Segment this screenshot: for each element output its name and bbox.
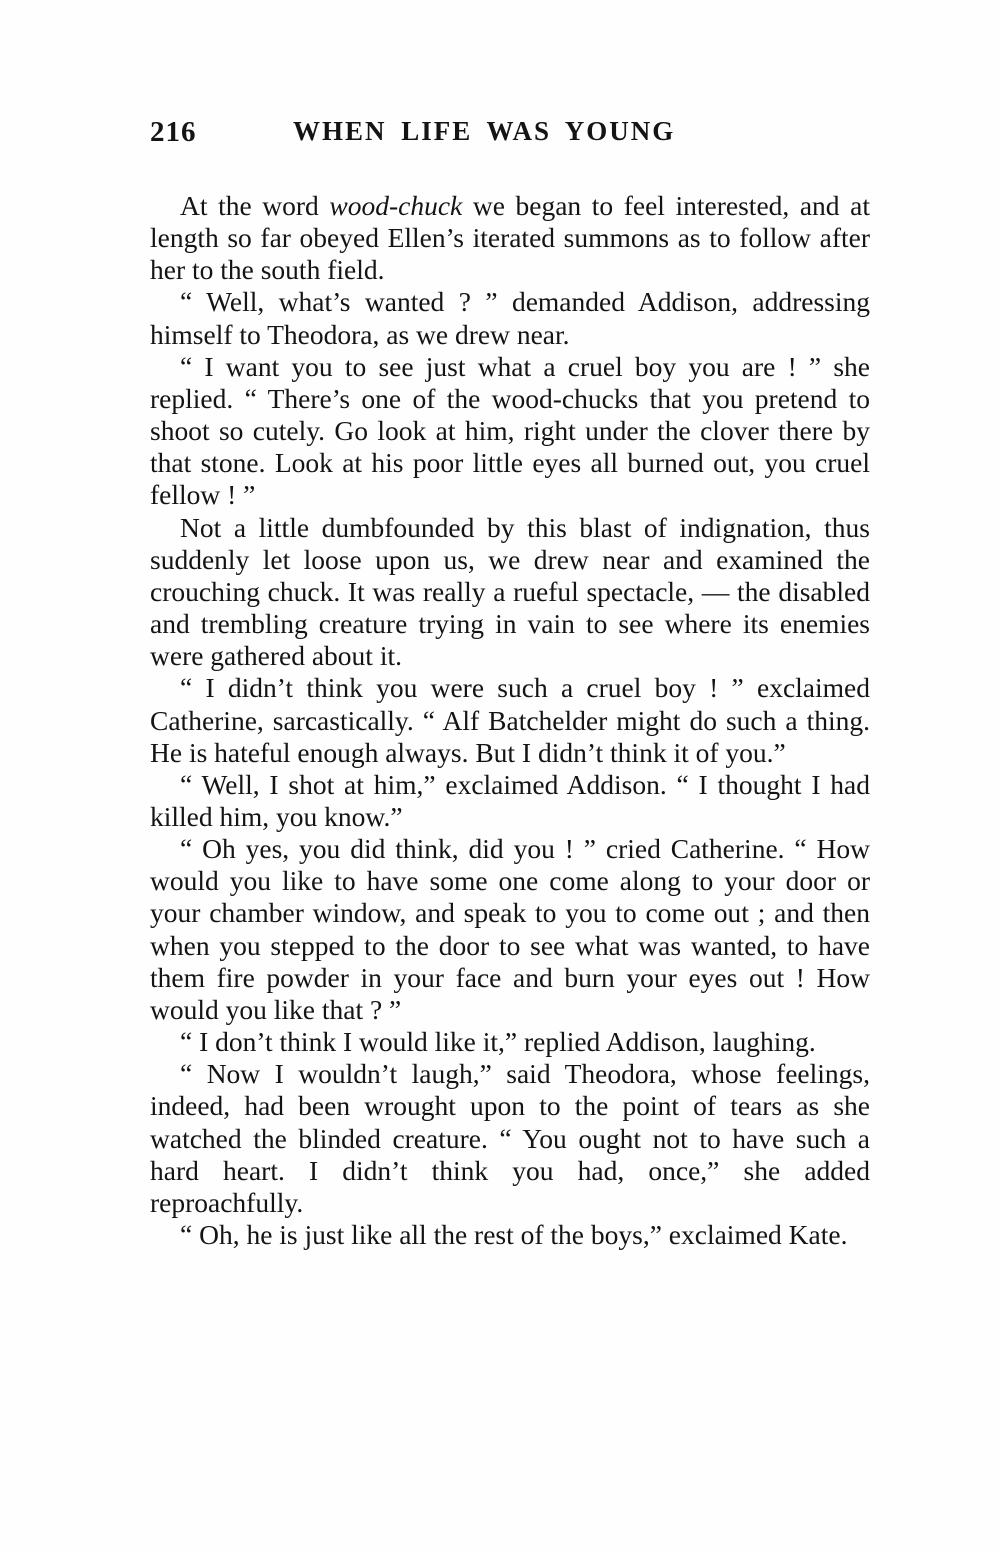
body-text bbox=[150, 190, 870, 1251]
paragraph: Not a little dumbfounded by this blast of indignation, thus suddenly let loose upon us, we drew near and examined the crouching chuck. It was really a rueful spectacle, — the disabled and trembling creature trying in vain to see where its enemies were gathered about it. bbox=[150, 511, 870, 672]
paragraph-text: we began to feel interested, and at length so far obeyed Ellen’s iterated summons as to follow after her to the south field. bbox=[150, 190, 870, 286]
paragraph: “ I don’t think I would like it,” replied Addison, laughing. bbox=[180, 1026, 816, 1058]
paragraph-text: At the word bbox=[180, 190, 330, 221]
paragraph: “ Now I wouldn’t laugh,” said Theodora, whose feelings, indeed, had been wrought upon to the point of tears as she watched the blinded creature. “ You ought not to have such a hard heart. I didn’t think you had, once,” she added reproachfully. bbox=[150, 1058, 870, 1218]
paragraph bbox=[150, 190, 870, 286]
paragraph: “ Oh yes, you did think, did you ! ” cried Catherine. “ How would you like to have some one come along to your door or your chamber window, and speak to you to come out ; and then when you stepped to the door to see what was wanted, to have them fire powder in your face and burn your eyes out ! How would you like that ? ” bbox=[150, 833, 870, 1025]
page-header bbox=[150, 116, 870, 164]
running-title: WHEN LIFE WAS YOUNG bbox=[293, 116, 676, 146]
paragraph: “ Well, I shot at him,” exclaimed Addison. “ I thought I had killed him, you know.” bbox=[150, 768, 870, 832]
paragraph: “ Oh, he is just like all the rest of the boys,” exclaimed Kate. bbox=[180, 1219, 848, 1250]
paragraph: “ Well, what’s wanted ? ” demanded Addison, addressing himself to Theodora, as we drew near. bbox=[150, 286, 870, 350]
paragraph: “ I didn’t think you were such a cruel boy ! ” exclaimed Catherine, sarcastically. “ Alf Batchelder might do such a thing. He is hateful enough always. But I didn’t think it of you.” bbox=[150, 672, 870, 768]
paragraph: “ I want you to see just what a cruel boy you are ! ” she replied. “ There’s one of the wood-chucks that you pretend to shoot so cutely. Go look at him, right under the clover there by that stone. Look at his poor little eyes all burned out, you cruel fellow ! ” bbox=[150, 350, 870, 511]
emphasized-word: wood-chuck bbox=[329, 190, 463, 221]
page-number: 216 bbox=[150, 116, 197, 148]
